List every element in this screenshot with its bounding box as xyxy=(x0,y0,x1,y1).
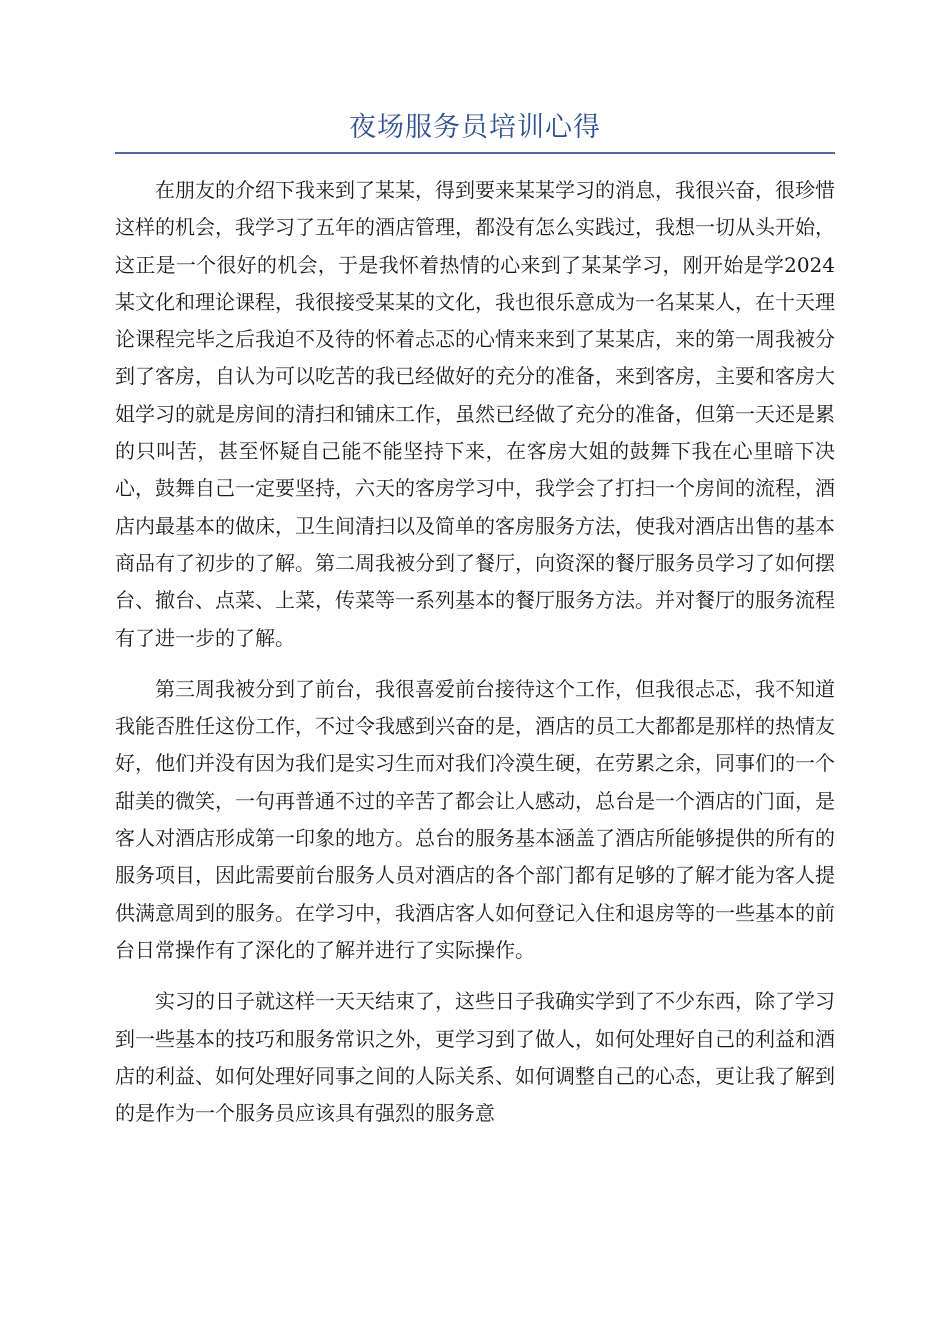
paragraph-1: 在朋友的介绍下我来到了某某，得到要来某某学习的消息，我很兴奋，很珍惜这样的机会，我学习了五年的酒店管理，都没有怎么实践过，我想一切从头开始，这正是一个很好的机会，于是我怀着热情的心来到了某某学习，刚开始是学2024某文化和理论课程，我很接受某某的文化，我也很乐意成为一名某某人，在十天理论课程完毕之后我迫不及待的怀着忐忑的心情来来到了某某店，来的第一周我被分到了客房，自认为可以吃苦的我已经做好的充分的准备，来到客房，主要和客房大姐学习的就是房间的清扫和铺床工作，虽然已经做了充分的准备，但第一天还是累的只叫苦，甚至怀疑自己能不能坚持下来，在客房大姐的鼓舞下我在心里暗下决心，鼓舞自己一定要坚持，六天的客房学习中，我学会了打扫一个房间的流程，酒店内最基本的做床，卫生间清扫以及简单的客房服务方法，使我对酒店出售的基本商品有了初步的了解。第二周我被分到了餐厅，向资深的餐厅服务员学习了如何摆台、撤台、点菜、上菜，传菜等一系列基本的餐厅服务方法。并对餐厅的服务流程有了进一步的了解。 xyxy=(115,178,835,650)
document-page xyxy=(115,108,835,1146)
title-underline xyxy=(115,152,835,154)
document-title: 夜场服务员培训心得 xyxy=(349,112,601,143)
paragraph-3: 实习的日子就这样一天天结束了，这些日子我确实学到了不少东西，除了学习到一些基本的技巧和服务常识之外，更学习到了做人，如何处理好自己的利益和酒店的利益、如何处理好同事之间的人际关系、如何调整自己的心态，更让我了解到的是作为一个服务员应该具有强烈的服务意 xyxy=(115,989,835,1126)
paragraph-2: 第三周我被分到了前台，我很喜爱前台接待这个工作，但我很忐忑，我不知道我能否胜任这份工作，不过令我感到兴奋的是，酒店的员工大都都是那样的热情友好，他们并没有因为我们是实习生而对我们冷漠生硬，在劳累之余，同事们的一个甜美的微笑，一句再普通不过的辛苦了都会让人感动，总台是一个酒店的门面，是客人对酒店形成第一印象的地方。总台的服务基本涵盖了酒店所能够提供的所有的服务项目，因此需要前台服务人员对酒店的各个部门都有足够的了解才能为客人提供满意周到的服务。在学习中，我酒店客人如何登记入住和退房等的一些基本的前台日常操作有了深化的了解并进行了实际操作。 xyxy=(115,676,835,962)
